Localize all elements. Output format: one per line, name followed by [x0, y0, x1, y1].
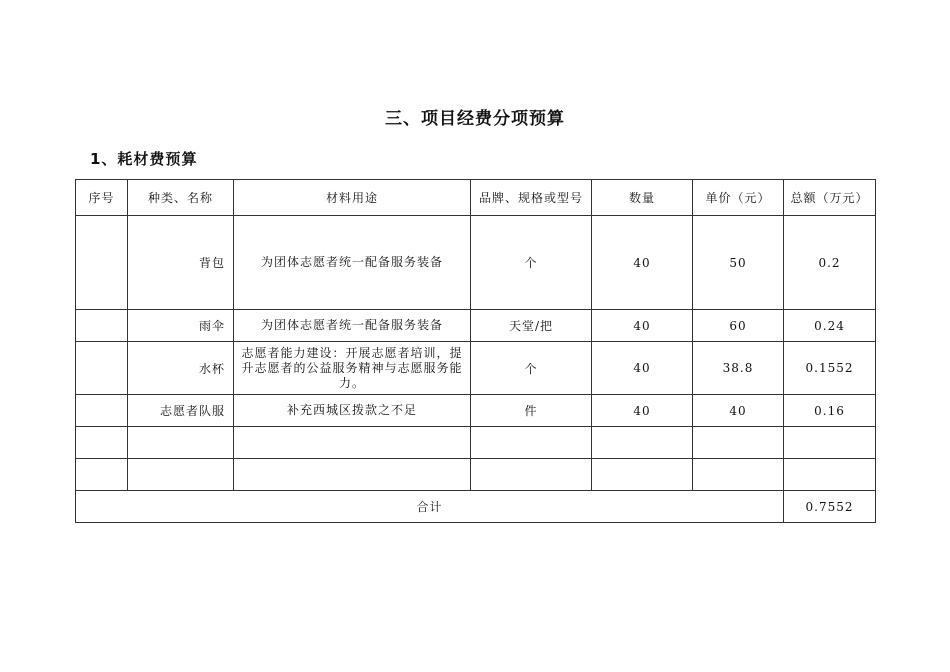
empty-row [76, 459, 876, 491]
cell-no [76, 216, 128, 310]
cell-name: 水杯 [128, 342, 234, 395]
cell-name: 背包 [128, 216, 234, 310]
empty-cell [128, 459, 234, 491]
cell-spec: 天堂/把 [471, 310, 592, 342]
cell-purpose: 为团体志愿者统一配备服务装备 [234, 310, 471, 342]
total-row [76, 491, 876, 523]
table-row [76, 310, 876, 342]
budget-table [75, 179, 876, 523]
empty-cell [784, 427, 876, 459]
cell-total: 0.2 [784, 216, 876, 310]
empty-cell [471, 459, 592, 491]
cell-spec: 个 [471, 216, 592, 310]
cell-total: 0.16 [784, 395, 876, 427]
cell-qty: 40 [592, 342, 693, 395]
cell-name: 志愿者队服 [128, 395, 234, 427]
cell-price: 60 [693, 310, 784, 342]
cell-purpose: 志愿者能力建设：开展志愿者培训，提升志愿者的公益服务精神与志愿服务能力。 [234, 342, 471, 395]
empty-cell [76, 427, 128, 459]
cell-no [76, 310, 128, 342]
cell-price: 50 [693, 216, 784, 310]
empty-cell [592, 459, 693, 491]
empty-cell [76, 459, 128, 491]
cell-spec: 个 [471, 342, 592, 395]
table-header-row [76, 180, 876, 216]
total-label: 合计 [76, 491, 784, 523]
cell-spec: 件 [471, 395, 592, 427]
cell-purpose: 为团体志愿者统一配备服务装备 [234, 216, 471, 310]
table-row [76, 216, 876, 310]
header-no: 序号 [76, 180, 128, 216]
header-qty: 数量 [592, 180, 693, 216]
cell-total: 0.1552 [784, 342, 876, 395]
empty-cell [234, 427, 471, 459]
page-title: 三、项目经费分项预算 [385, 109, 565, 129]
header-spec: 品牌、规格或型号 [471, 180, 592, 216]
cell-total: 0.24 [784, 310, 876, 342]
header-price: 单价（元） [693, 180, 784, 216]
cell-price: 40 [693, 395, 784, 427]
cell-price: 38.8 [693, 342, 784, 395]
section-heading: 1、耗材费预算 [90, 150, 198, 168]
empty-cell [784, 459, 876, 491]
total-value: 0.7552 [784, 491, 876, 523]
header-total: 总额（万元） [784, 180, 876, 216]
cell-no [76, 342, 128, 395]
table-row [76, 395, 876, 427]
cell-name: 雨伞 [128, 310, 234, 342]
empty-row [76, 427, 876, 459]
empty-cell [234, 459, 471, 491]
cell-qty: 40 [592, 395, 693, 427]
empty-cell [128, 427, 234, 459]
cell-purpose: 补充西城区拨款之不足 [234, 395, 471, 427]
header-name: 种类、名称 [128, 180, 234, 216]
empty-cell [693, 427, 784, 459]
cell-qty: 40 [592, 216, 693, 310]
cell-qty: 40 [592, 310, 693, 342]
cell-no [76, 395, 128, 427]
table-row [76, 342, 876, 395]
empty-cell [592, 427, 693, 459]
empty-cell [693, 459, 784, 491]
empty-cell [471, 427, 592, 459]
header-purpose: 材料用途 [234, 180, 471, 216]
